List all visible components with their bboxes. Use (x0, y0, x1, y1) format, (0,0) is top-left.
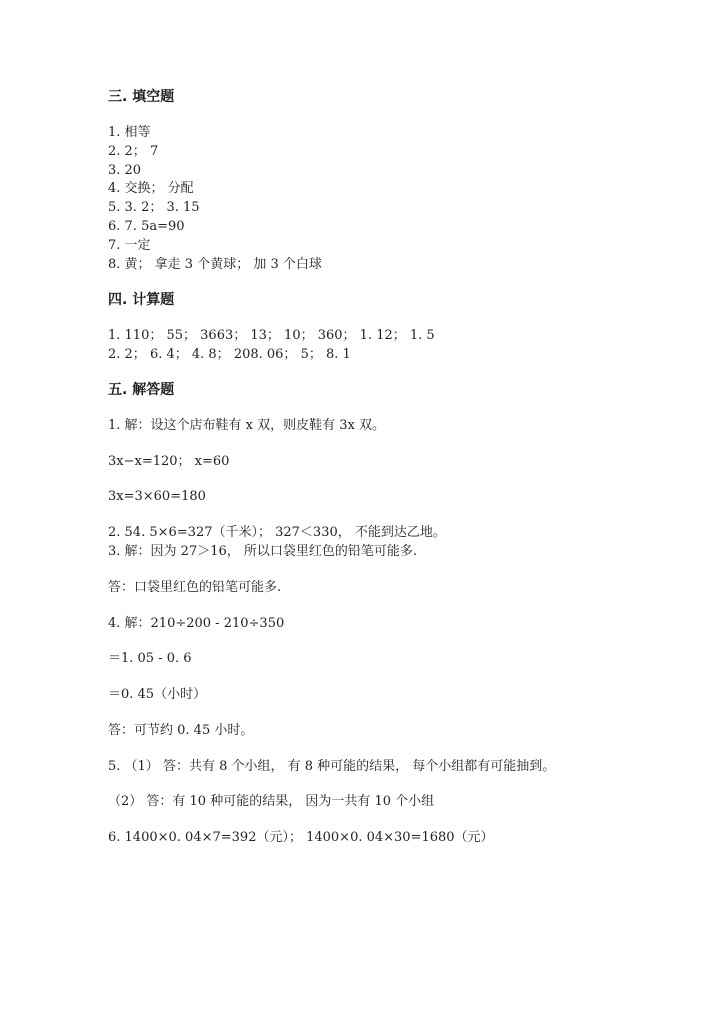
section-5-line-7: 4. 解：210÷200 - 210÷350 (108, 616, 285, 631)
section-5-line-3: 3x=3×60=180 (108, 489, 206, 504)
section-5-line-4: 2. 54. 5×6=327（千米）； 327＜330， 不能到达乙地。 (108, 525, 446, 540)
section-3-answer-5: 5. 3. 2； 3. 15 (108, 200, 200, 215)
section-3-answer-8: 8. 黄； 拿走 3 个黄球； 加 3 个白球 (108, 257, 322, 272)
section-3-heading: 三. 填空题 (108, 89, 175, 105)
section-3-answer-1: 1. 相等 (108, 125, 151, 140)
section-5-line-6: 答：口袋里红色的铅笔可能多. (108, 580, 282, 595)
section-5-line-13: 6. 1400×0. 04×7=392（元）； 1400×0. 04×30=1680（元） (108, 830, 494, 845)
section-5-line-10: 答：可节约 0. 45 小时。 (108, 723, 254, 738)
section-5-line-12: （2） 答：有 10 种可能的结果， 因为一共有 10 个小组 (108, 794, 435, 809)
section-5-line-11: 5. （1） 答：共有 8 个小组， 有 8 种可能的结果， 每个小组都有可能抽到。 (108, 759, 556, 774)
section-3-answer-3: 3. 20 (108, 163, 142, 178)
section-5-line-2: 3x−x=120； x=60 (108, 454, 230, 469)
section-3-answer-4: 4. 交换； 分配 (108, 181, 194, 196)
section-3-answer-7: 7. 一定 (108, 238, 151, 253)
section-5-line-5: 3. 解：因为 27＞16， 所以口袋里红色的铅笔可能多. (108, 544, 418, 559)
section-4-answer-1: 1. 110； 55； 3663； 13； 10； 360； 1. 12； 1. 5 (108, 328, 435, 343)
section-5-line-1: 1. 解：设这个店布鞋有 x 双，则皮鞋有 3x 双。 (108, 418, 385, 433)
section-5-line-9: ＝0. 45（小时） (108, 687, 207, 702)
section-4-answer-2: 2. 2； 6. 4； 4. 8； 208. 06； 5； 8. 1 (108, 347, 351, 362)
section-5-heading: 五. 解答题 (108, 382, 175, 398)
section-3-answer-2: 2. 2； 7 (108, 144, 159, 159)
section-4-heading: 四. 计算题 (108, 292, 175, 308)
section-3-answer-6: 6. 7. 5a=90 (108, 219, 185, 234)
section-5-line-8: ＝1. 05 - 0. 6 (108, 651, 192, 666)
